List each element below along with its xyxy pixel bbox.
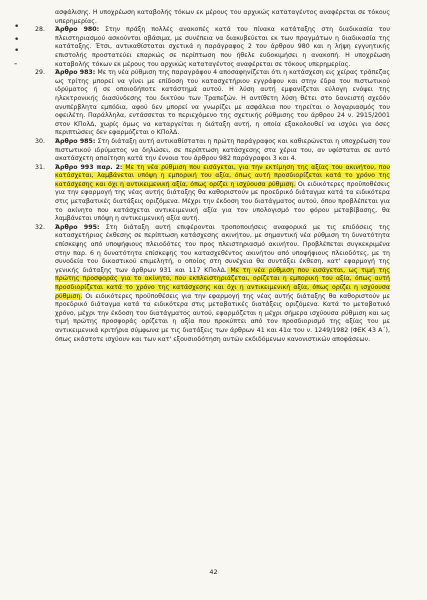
item-number: 29. — [35, 69, 45, 77]
article-heading: Άρθρο 980: — [55, 26, 100, 34]
item-text: Στη διάταξη αυτή αντικαθίσταται η πρώτη παράγραφος και καθιερώνεται η υποχρέωση του πιστωτικού ιδρύματος να δηλώσει, σε περίπτωση κατάσχεσης στα χέρια του, αν υφίσταται σε αυτό ακατάσχετη απαίτηση κατά την έννοια του άρθρου 982 παράγραφοι 3 και 4. — [55, 137, 390, 163]
article-heading: Άρθρο 993 παρ. 2: — [55, 163, 123, 171]
item-30 — [35, 137, 390, 164]
margin-mark: • — [14, 35, 20, 45]
article-heading: Άρθρο 985: — [55, 137, 96, 145]
item-text: Οι ειδικότερες προϋποθέσεις για την εφαρμογή της νέας αυτής διάταξης θα καθοριστούν με προεδρικό διάταγμα κατά τα ειδικότερα στις μεταβατικές διατάξεις οριζόμενα. Κατά το μεταβατικό χρόνο, μέχρι την έκδοση του διατάγματος αυτού, εφαρμόζεται η μέχρι σήμερα ισχύουσα ρύθμιση και ως τιμή πρώτης προσφοράς ορίζεται η αξία που προκύπτει από τον προσδιορισμό της αξίας του με αντικειμενικά κριτήρια σύμφωνα με τις διατάξεις των άρθρων 41 και 41α του ν. 1249/1982 (ΦΕΚ 43 Α΄), όπως εκάστοτε ισχύουν και των κατ' εξουσιοδότηση αυτών εκδιδόμενων κανονιστικών αποφάσεων. — [55, 292, 390, 343]
item-28 — [35, 26, 390, 69]
item-29 — [35, 69, 390, 138]
margin-mark: • — [14, 22, 20, 32]
document-body — [35, 9, 391, 344]
item-31 — [35, 163, 391, 224]
highlighted-text: Με τη νέα ρύθμιση που εισάγεται, ως τιμή της πρώτης προσφοράς για το ακίνητο, που εκπλειστηριάζεται, ορίζεται η εμπορική του αξία, όπως αυτή προσδιορίζεται κατά το χρόνο της κατάσχεσης και όχι η αντικειμενική αξία, όπως ορίζει η ισχύουσα ρύθμιση. — [55, 266, 390, 300]
paragraph-27-continuation: ασφάλισης. Η υποχρέωση καταβολής τόκων εκ μέρους του αρχικώς καταταγέντος αναφέρεται σε τόκους υπερημερίας. — [55, 9, 390, 25]
item-number: 32. — [35, 223, 45, 231]
item-number: 28. — [35, 26, 45, 34]
page-number: 42 — [209, 568, 218, 576]
highlighted-text: Με τη νέα ρύθμιση που εισάγεται, για την εκτίμηση της αξίας του ακινήτου, που κατάσχεται, λαμβάνεται υπόψη η εμπορική του αξία, όπως αυτή προσδιορίζεται κατά το χρόνο της κατάσχεσης και όχι η αντικειμενική αξία, όπως ορίζει η ισχύουσα ρύθμιση. — [55, 163, 391, 188]
article-heading: Άρθρο 995: — [55, 223, 100, 231]
item-text: Στην πράξη πολλές ανακοπές κατά του πίνακα κατάταξης στη διαδικασία του πλειστηριασμού ασκούνται αβάσιμα, με συνέπεια να διακυβεύεται εκ των πραγμάτων η διαδικασία της κατάταξης. Έτσι, αντικαθίσταται σχετικά η παράγραφος 2 του άρθρου 980 και η λήψη εγγυητικής επιστολής προστατεύει επαρκώς σε περίπτωση που ήθελε ευδοκιμήσει η ανακοπή. Η υποχρέωση καταβολής τόκων εκ μέρους του αρχικώς καταταγέντος αναφέρεται σε τόκους υπερημερίας. — [55, 26, 390, 68]
article-heading: Άρθρο 983: — [55, 69, 96, 77]
item-text: Στη διάταξη αυτή επιφέρονται τροποποιήσεις αναφορικά με τις επιδόσεις της κατασχετήριας έκθεσης σε περίπτωση κατάσχεσης ακινήτου, με σημαντική νέα ρύθμιση τη δυνατότητα επίσκεψης από υποψήφιους πλειοδότες του προς πλειστηριασμό ακινήτου. Προβλέπεται συγκεκριμένα στην παρ. 6 η δυνατότητα επίσκεψης του κατασχεθέντος ακινήτου από υποψήφιους πλειοδότες, με τη συνοδεία του δικαστικού επιμελητή, ο οποίος στη συνέχεια θα συντάξει έκθεση, κατ' εφαρμογή της γενικής διάταξης των άρθρων 931 και 117 ΚΠολΔ. — [55, 223, 391, 274]
item-32 — [35, 223, 391, 344]
item-text: Οι ειδικότερες προϋποθέσεις για την εφαρμογή της νέας αυτής διάταξης θα καθοριστούν με προεδρικό διάταγμα κατά τα ειδικότερα στις μεταβατικές διατάξεις οριζόμενα. Μέχρι την έκδοση του διατάγματος αυτού, όπου προβλέπεται για το ακίνητο που κατάσχεται αντικειμενική αξία για τον υπολογισμό του φόρου μεταβίβασης, θα λαμβάνεται υπόψη η αντικειμενική αξία αυτή. — [55, 180, 390, 223]
margin-mark: • — [14, 46, 20, 56]
margin-mark: - — [14, 59, 18, 69]
item-text: Με τη νέα ρύθμιση της παραγράφου 4 αποσαφηνίζεται ότι η κατάσχεση εις χείρας τράπεζας ως τρίτης μπορεί να γίνει με επίδοση του κατασχετήριου εγγράφου και στην έδρα του πιστωτικού ιδρύματος ή σε οποιοδήποτε κατάστημά αυτού. Η λύση αυτή εμφανίζεται εύλογη ενόψει της ηλεκτρονικής διασύνδεσης του δικτύου των Τραπεζών. Η αντίθετη λύση θέτει στο δανειστή σχεδόν ανυπέρβλητα εμπόδια, αφού δεν μπορεί να γνωρίζει με ασφάλεια που τηρείται ο λογαριασμός του οφειλέτη. Παράλληλα, εντάσσεται το περιεχόμενο της σχετικής ρύθμισης του άρθρου 24 ν. 2915/2001 στον ΚΠολΔ, χωρίς όμως να καταργείται η διάταξη αυτή, η οποία εξακολουθεί να ισχύει για όσες περιπτώσεις δεν εφαρμόζεται ο ΚΠολΔ. — [55, 69, 390, 137]
item-number: 31. — [35, 163, 45, 171]
item-number: 30. — [35, 137, 45, 145]
